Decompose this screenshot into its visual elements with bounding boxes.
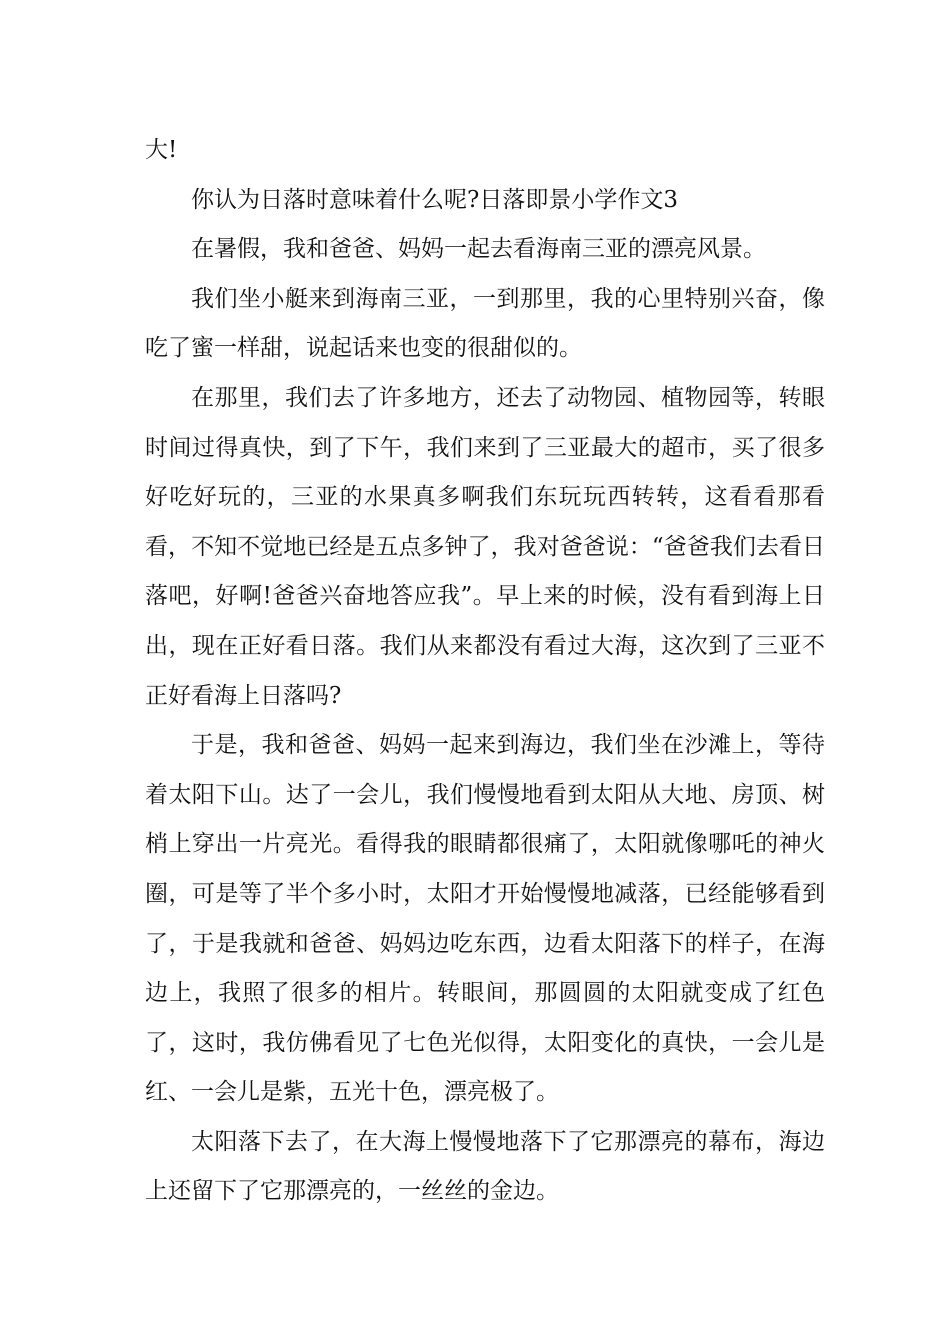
essay-body xyxy=(145,126,825,1217)
paragraph: 于是，我和爸爸、妈妈一起来到海边，我们坐在沙滩上，等待着太阳下山。达了一会儿，我们慢慢地看到太阳从大地、房顶、树梢上穿出一片亮光。看得我的眼睛都很痛了，太阳就像哪吒的神火圈，可是等了半个多小时，太阳才开始慢慢地减落，已经能够看到了，于是我就和爸爸、妈妈边吃东西，边看太阳落下的样子，在海边上，我照了很多的相片。转眼间，那圆圆的太阳就变成了红色了，这时，我仿佛看见了七色光似得，太阳变化的真快，一会儿是红、一会儿是紫，五光十色，漂亮极了。 xyxy=(145,732,825,1106)
paragraph: 我们坐小艇来到海南三亚，一到那里，我的心里特别兴奋，像吃了蜜一样甜，说起话来也变的很甜似的。 xyxy=(145,285,825,362)
paragraph: 在那里，我们去了许多地方，还去了动物园、植物园等，转眼时间过得真快，到了下午，我们来到了三亚最大的超市，买了很多好吃好玩的，三亚的水果真多啊我们东玩玩西转转，这看看那看看，不知不觉地已经是五点多钟了，我对爸爸说：“爸爸我们去看日落吧，好啊!爸爸兴奋地答应我”。早上来的时候，没有看到海上日出，现在正好看日落。我们从来都没有看过大海，这次到了三亚不正好看海上日落吗? xyxy=(145,384,825,709)
paragraph: 在暑假，我和爸爸、妈妈一起去看海南三亚的漂亮风景。 xyxy=(191,236,766,263)
paragraph-continuation: 大! xyxy=(145,137,178,163)
essay-title: 你认为日落时意味着什么呢?日落即景小学作文3 xyxy=(191,186,678,213)
paragraph: 太阳落下去了，在大海上慢慢地落下了它那漂亮的幕布，海边上还留下了它那漂亮的，一丝丝的金边。 xyxy=(145,1128,825,1205)
